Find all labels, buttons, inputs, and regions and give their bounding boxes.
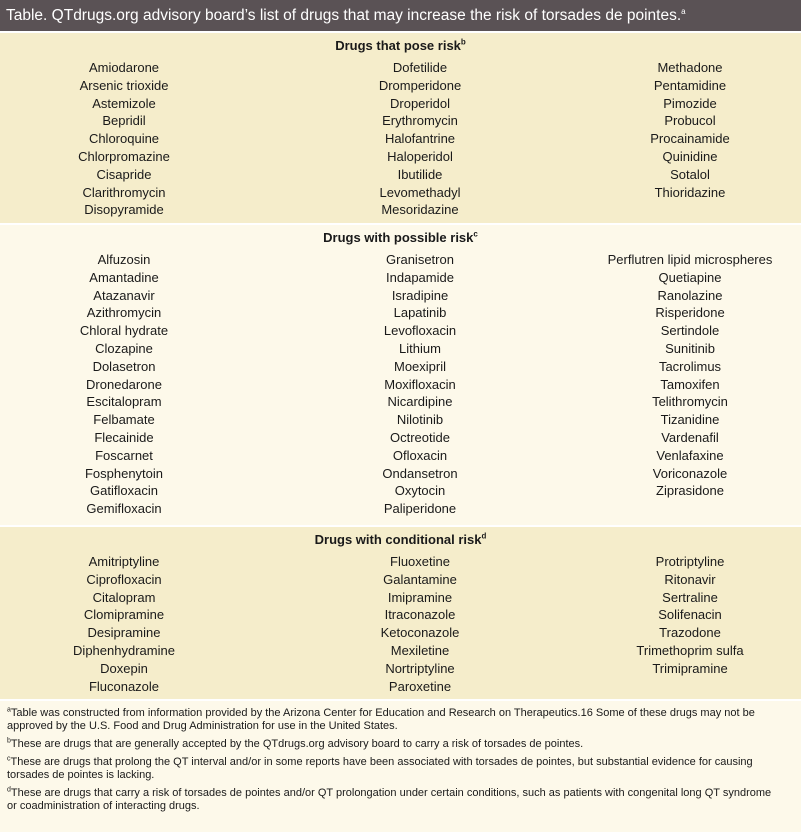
drug-name: Indapamide — [386, 269, 454, 285]
drug-name: Azithromycin — [86, 305, 162, 321]
drug-name: Halofantrine — [384, 131, 456, 147]
section-heading-mark: b — [460, 37, 466, 47]
drug-column-3 — [570, 553, 801, 678]
footnote-text: These are drugs that are generally accepted by the QTdrugs.org advisory board to carry a risk of torsades de pointes. — [10, 738, 584, 750]
drug-name: Amitriptyline — [88, 554, 160, 569]
drug-name: Tacrolimus — [658, 358, 722, 374]
drug-name: Ranolazine — [657, 287, 723, 303]
drug-name: Vardenafil — [661, 429, 719, 445]
drug-name: Imipramine — [387, 589, 453, 605]
drug-name: Tizanidine — [660, 412, 720, 428]
drug-name: Moexipril — [393, 358, 446, 374]
drug-name: Disopyramide — [84, 202, 164, 218]
drug-name: Levofloxacin — [383, 323, 457, 339]
drug-name: Citalopram — [92, 589, 156, 605]
drug-name: Diphenhydramine — [73, 642, 175, 658]
drug-name: Methadone — [657, 60, 723, 75]
drug-name: Mesoridazine — [381, 202, 459, 218]
drug-name: Procainamide — [650, 131, 730, 147]
drug-name: Lapatinib — [393, 305, 447, 321]
section-possible-risk — [0, 225, 801, 525]
drug-name: Clomipramine — [83, 607, 165, 623]
table-title-text: Table. QTdrugs.org advisory board’s list of drugs that may increase the risk of torsades de pointes. — [6, 7, 682, 24]
drug-name: Probucol — [664, 113, 716, 129]
drug-column-2 — [300, 59, 540, 219]
drug-name: Trimipramine — [652, 660, 728, 676]
section-heading-mark: c — [473, 229, 478, 239]
drug-name: Dofetilide — [392, 60, 448, 75]
drug-column-2 — [300, 251, 540, 518]
drug-column-2 — [300, 553, 540, 695]
drug-name: Dromperidone — [378, 77, 462, 93]
drug-name: Ondansetron — [382, 465, 458, 481]
drug-name: Pentamidine — [653, 77, 727, 93]
drug-name: Nicardipine — [387, 394, 453, 410]
section-heading — [0, 532, 801, 548]
drug-name: Telithromycin — [652, 394, 728, 410]
footnote-a — [7, 707, 781, 733]
section-heading-text: Drugs with possible risk — [323, 230, 474, 245]
drug-name: Protriptyline — [655, 554, 725, 569]
drug-name: Cisapride — [96, 166, 152, 182]
footnote-d — [7, 787, 781, 813]
drug-name: Chloral hydrate — [79, 323, 169, 339]
table-title — [0, 0, 801, 31]
drug-name: Fluconazole — [88, 678, 160, 694]
drug-name: Paroxetine — [388, 678, 452, 694]
drug-name: Isradipine — [391, 287, 449, 303]
drug-name: Itraconazole — [384, 607, 456, 623]
drug-name: Galantamine — [383, 571, 457, 587]
drug-name: Pimozide — [663, 95, 717, 111]
drug-name: Erythromycin — [382, 113, 458, 129]
section-heading-text: Drugs that pose risk — [335, 38, 461, 53]
drug-name: Fosphenytoin — [84, 465, 164, 481]
drug-name: Nortriptyline — [385, 660, 455, 676]
drug-name: Granisetron — [386, 252, 454, 267]
footnote-c — [7, 756, 781, 782]
section-heading — [0, 38, 801, 54]
drug-name: Thioridazine — [654, 184, 726, 200]
footnote-mark: c — [7, 755, 11, 763]
drug-name: Foscarnet — [95, 447, 153, 463]
footnote-text: These are drugs that prolong the QT interval and/or in some reports have been associated with torsades de pointes, but substantial evidence for causing torsades de pointes is lacking. — [7, 756, 753, 781]
drug-name: Dronedarone — [86, 376, 162, 392]
drug-name: Gatifloxacin — [90, 483, 158, 499]
section-heading-text: Drugs with conditional risk — [314, 532, 482, 547]
drug-column-3 — [570, 251, 801, 500]
drug-name: Sertraline — [662, 589, 718, 605]
drug-name: Ibutilide — [397, 166, 443, 182]
drug-name: Moxifloxacin — [384, 376, 456, 392]
drug-name: Perflutren lipid microspheres — [607, 252, 773, 267]
drug-name: Fluoxetine — [390, 554, 450, 569]
drug-column-3 — [570, 59, 801, 201]
drug-name: Felbamate — [93, 412, 155, 428]
drug-name: Oxytocin — [394, 483, 446, 499]
drug-name: Sunitinib — [665, 340, 715, 356]
footnote-text: These are drugs that carry a risk of torsades de pointes and/or QT prolongation under certain conditions, such as patients with congenital long QT syndrome or coadministration of interacting drugs. — [7, 787, 772, 812]
drug-name: Lithium — [399, 340, 441, 356]
drug-name: Bepridil — [102, 113, 146, 129]
drug-name: Desipramine — [87, 625, 161, 641]
drug-name: Venlafaxine — [656, 447, 724, 463]
drug-name: Chloroquine — [88, 131, 160, 147]
drug-name: Gemifloxacin — [86, 501, 162, 517]
drug-name: Doxepin — [100, 660, 148, 676]
footnote-mark: d — [7, 786, 11, 794]
section-pose-risk — [0, 33, 801, 223]
drug-name: Octreotide — [390, 429, 450, 445]
drug-name: Sertindole — [660, 323, 720, 339]
drug-name: Nilotinib — [396, 412, 444, 428]
drug-name: Trazodone — [659, 625, 721, 641]
drug-name: Amantadine — [89, 269, 159, 285]
drug-name: Flecainide — [94, 429, 154, 445]
drug-name: Voriconazole — [652, 465, 728, 481]
drug-name: Dolasetron — [92, 358, 156, 374]
drug-column-1 — [4, 553, 244, 695]
drug-name: Risperidone — [655, 305, 725, 321]
footnote-mark: b — [7, 737, 11, 745]
footnotes — [0, 701, 801, 832]
drug-name: Clarithromycin — [82, 184, 166, 200]
drug-name: Sotalol — [670, 166, 710, 182]
footnote-b — [7, 738, 781, 751]
drug-name: Droperidol — [390, 95, 450, 111]
drug-name: Ofloxacin — [392, 447, 448, 463]
drug-name: Quetiapine — [658, 269, 722, 285]
drug-name: Clozapine — [95, 340, 153, 356]
section-conditional-risk — [0, 527, 801, 699]
drug-name: Haloperidol — [387, 148, 453, 164]
drug-name: Solifenacin — [658, 607, 722, 623]
drug-name: Ketoconazole — [380, 625, 460, 641]
drug-name: Ciprofloxacin — [86, 571, 162, 587]
drug-name: Tamoxifen — [660, 376, 720, 392]
drug-column-1 — [4, 251, 244, 518]
drug-name: Levomethadyl — [379, 184, 461, 200]
section-heading-mark: d — [481, 531, 487, 541]
drug-name: Ritonavir — [664, 571, 716, 587]
drug-column-1 — [4, 59, 244, 219]
drug-name: Ziprasidone — [656, 483, 724, 499]
drug-name: Paliperidone — [383, 501, 457, 517]
drug-name: Alfuzosin — [97, 252, 151, 267]
drug-name: Chlorpromazine — [78, 148, 170, 164]
drug-name: Arsenic trioxide — [79, 77, 169, 93]
drug-name: Amiodarone — [88, 60, 160, 75]
drug-name: Mexiletine — [390, 642, 450, 658]
drug-name: Trimethoprim sulfa — [636, 642, 744, 658]
drug-name: Escitalopram — [86, 394, 162, 410]
footnote-mark: a — [7, 706, 11, 714]
section-heading — [0, 230, 801, 246]
drug-name: Astemizole — [92, 95, 156, 111]
title-footnote-mark: a — [681, 6, 686, 16]
footnote-text: Table was constructed from information provided by the Arizona Center for Education and Research on Therapeutics.16 Some of these drugs may not be approved by the U.S. Food and Drug Administration for use in the United States. — [7, 707, 755, 732]
drug-name: Quinidine — [662, 148, 718, 164]
drug-name: Atazanavir — [93, 287, 155, 303]
